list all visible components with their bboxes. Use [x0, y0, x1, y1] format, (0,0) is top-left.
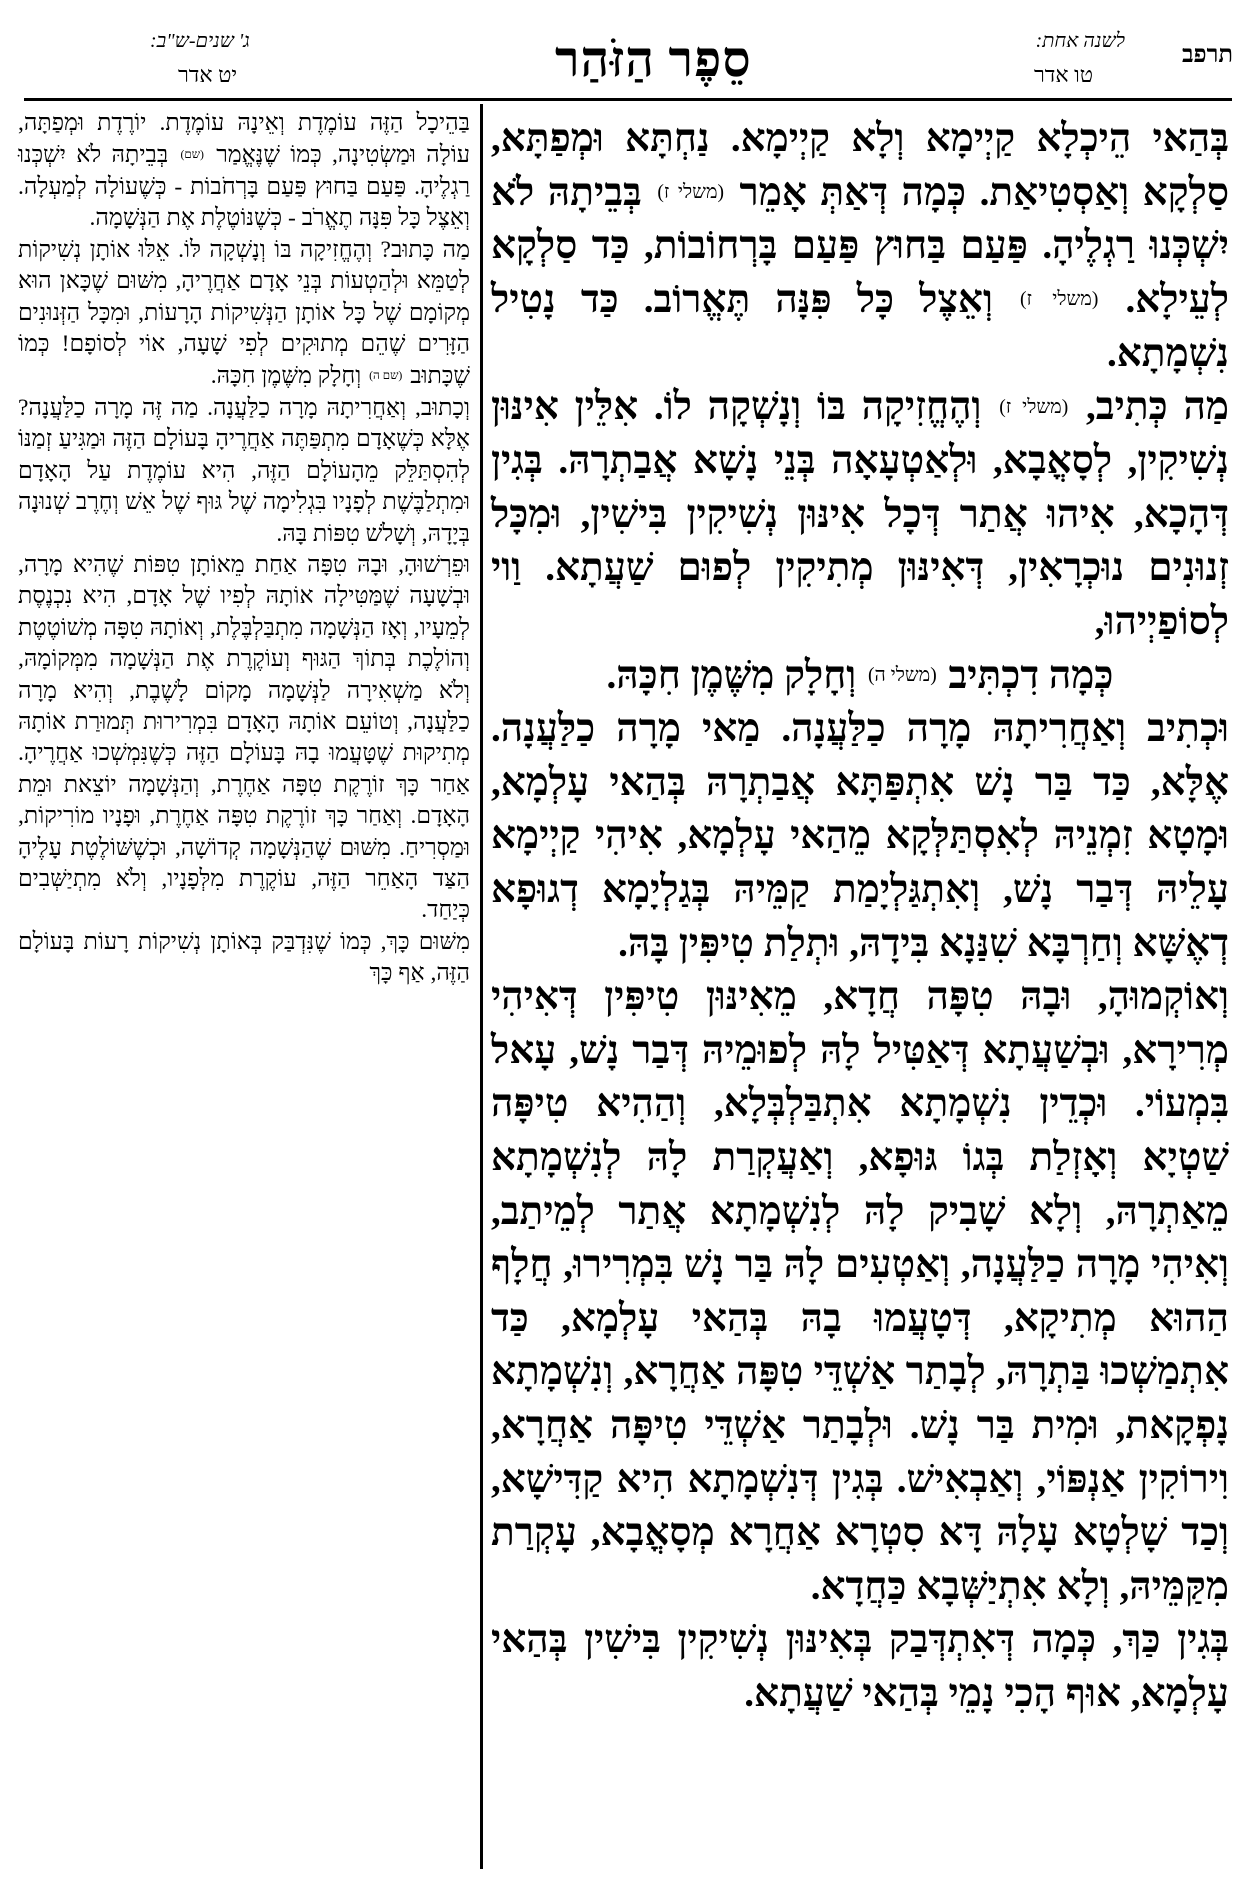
aramaic-text: בְּגִין כַּךְ, כְּמָה דְּאִתְדְּבַק בְּאִינּוּן נְשִׁיקִין בִּישִׁין בְּהַאי עָלְמָא, אוּף הָכִי נָמֵי בְּהַאי שַׁעֲתָא. — [491, 1618, 1229, 1715]
verse-ref: (משלי ז) — [999, 396, 1069, 418]
aramaic-paragraph — [491, 702, 1229, 970]
translation-column — [18, 108, 470, 990]
aramaic-text: וְאוֹקְמוּהָ, וּבָהּ טִפָּה חֲדָא, מֵאִינּוּן טִיפִּין דְּאִיהִי מְרִירָא, וּבְשַׁעֲתָא דְּאַטִּיל לָהּ לְפוּמֵיהּ דְּבַר נָשׁ, עָאל בִּמְעוֹי. וּכְדֵין נִשְׁמָתָא אִתְבַּלְבְּלָא, וְהַהִיא טִיפָּה שַׁטְיָא וְאָזְלַת בְּגוֹ גּוּפָא, וְאַעֲקְרַת לָהּ לְנִשְׁמָתָא מֵאַתְרָהּ, וְלָא שָׁבִיק לָהּ לְנִשְׁמָתָא אֲתַר לְמֵיתַב, וְאִיהִי מָרָה כַלַּעֲנָה, וְאַטְעִים לָהּ בַּר נָשׁ בִּמְרִירוּ, חֲלָף הַהוּא מְתִיקָא, דְּטָעֲמוּ בָהּ בְּהַאי עָלְמָא, כַּד אִתְמַשְׁכוּ בַּתְרָהּ, לְבָתַר אַשְׁדֵּי טִפָּה אַחֲרָא, וְנִשְׁמָתָא נָפְקָאת, וּמִית בַּר נָשׁ. וּלְבָתַר אַשְׁדֵּי טִיפָּה אַחֲרָא, וִירוֹקִין אַנְפּוֹי, וְאַבְאִישׁ. בְּגִין דְּנִשְׁמָתָא הִיא קַדִּישָׁא, וְכַד שָׁלְטָא עָלָהּ דָּא סִטְרָא אַחֲרָא מְסָאֳבָא, עָקְרַת מִקַּמֵּיהּ, וְלָא אִתְיַשְּׁבָא כַּחֲדָא. — [491, 975, 1229, 1608]
book-title: סֵפֶר הַזֹּהַר — [555, 31, 752, 87]
aramaic-paragraph — [491, 1613, 1229, 1720]
aramaic-text: וְחָלָק מִשֶּׁמֶן חִכָּהּ. — [606, 653, 857, 697]
translation-paragraph — [18, 108, 470, 235]
aramaic-text: בְּהַאי הֵיכְלָא קַיְימָא וְלָא קַיְימָא. נַחְתָּא וּמְפַתָּא, סַלְקָא וְאַסְטִיאַת. כְּמָה דְּאַתְּ אָמֵר — [491, 117, 1230, 214]
translation-paragraph — [18, 393, 470, 550]
aramaic-paragraph — [491, 649, 1229, 703]
verse-ref: (שם ה) — [369, 369, 403, 383]
translation-paragraph — [18, 927, 470, 990]
aramaic-text: כְּמָה דִכְתִּיב — [948, 653, 1114, 697]
translation-text: בַּהֵיכָל הַזֶּה עוֹמֶדֶת וְאֵינָהּ עוֹמֶדֶת. יוֹרֶדֶת וּמְפַתָּה, עוֹלָה וּמַשְׂטִינָה, כְּמוֹ שֶׁנֶּאֱמַר — [18, 110, 471, 169]
aramaic-column — [491, 112, 1229, 1721]
study-label: לשנה אחת: — [1035, 30, 1125, 52]
verse-ref: (שם) — [180, 148, 204, 162]
aramaic-text: וְהֶחֱזִיקָה בּוֹ וְנָשְׁקָה לוֹ. אִלֵּין אִינּוּן נְשִׁיקִין, לְסָאֳבָא, וּלְאַטְעָאָה בְּנֵי נָשָׁא אֲבַתְרָהּ. בְּגִין דְּהָכָא, אִיהוּ אֲתַר דְּכָל אִינּוּן נְשִׁיקִין בִּישִׁין, וּמִכָּל זְנוּנִים נוּכְרָאִין, דְּאִינּוּן מְתִיקִין לְפוּם שַׁעֲתָא. וַוי לְסוֹפַיְיהוּ, — [491, 385, 1229, 643]
aramaic-text: מַה כְּתִיב, — [1086, 385, 1230, 429]
aramaic-text: בְּבֵיתָהּ לֹא יִשְׁכְּנוּ רַגְלֶיהָ. פַּעַם בַּחוּץ פַּעַם בָּרְחוֹבוֹת, כַּד סַלְקָא לְעֵילָא. — [491, 170, 1230, 321]
column-divider — [480, 104, 483, 1869]
aramaic-text: וְאֵצֶל כָּל פִּנָּה תֶּאֱרוֹב. כַּד נָטִיל נִשְׁמָתָא. — [491, 277, 1229, 375]
aramaic-text: וּכְתִיב וְאַחֲרִיתָהּ מָרָה כַלַּעֲנָה. מַאי מָרָה כַלַּעֲנָה. אֶלָּא, כַּד בַּר נָשׁ אִתְפַּתָּא אֲבַתְרָהּ בְּהַאי עָלְמָא, וּמָטָא זִמְנֵיהּ לְאִסְתַּלְּקָא מֵהַאי עָלְמָא, אִיהִי קַיְימָא עָלֵיהּ דְּבַר נָשׁ, וְאִתְגַּלְיָמַת קַמֵּיהּ בְּגַלְיָמָא דְגוּפָא דְאֶשָּׁא וְחַרְבָּא שִׁנַּנָא בִּידָהּ, וּתְלַת טִיפִּין בָּהּ. — [491, 707, 1229, 965]
translation-paragraph — [18, 550, 470, 927]
date-right: טו אדר — [1033, 62, 1093, 87]
translation-text: וְחָלָק מִשֶּׁמֶן חִכָּהּ. — [210, 363, 362, 390]
page-number: תרפב — [1181, 42, 1233, 68]
verse-ref: (משלי ז) — [1020, 289, 1099, 311]
verse-ref: (משלי ה) — [868, 664, 937, 686]
aramaic-paragraph — [491, 970, 1229, 1613]
translation-paragraph — [18, 235, 470, 393]
translation-text: מַה כָּתוּב? וְהֶחֱזִיקָה בּוֹ וְנָשְׁקָה לּוֹ. אֵלּוּ אוֹתָן נְשִׁיקוֹת לְטַמֵּא וּלְהַטְעוֹת בְּנֵי אָדָם אַחֲרֶיהָ, מִשּׁוּם שֶׁכָּאן הוּא מְקוֹמָם שֶׁל כָּל אוֹתָן הַנְּשִׁיקוֹת הָרָעוֹת, וּמִכָּל הַזְּנוּנִים הַזָּרִים שֶׁהֵם מְתוּקִים לְפִי שָׁעָה, אוֹי לְסוֹפָם! כְּמוֹ שֶׁכָּתוּב — [18, 236, 470, 390]
header-rule — [24, 98, 1232, 101]
aramaic-paragraph — [491, 380, 1229, 648]
date-left: יט אדר — [178, 62, 238, 87]
translation-text: מִשּׁוּם כָּךְ, כְּמוֹ שֶׁנִּדְבַּק בְּאוֹתָן נְשִׁיקוֹת רָעוֹת בָּעוֹלָם הַזֶּה, אַף כָּךְ — [18, 928, 470, 987]
translation-text: בְּבֵיתָהּ לֹא יִשְׁכְּנוּ רַגְלֶיהָ. פַּעַם בַּחוּץ פַּעַם בָּרְחֹבוֹת - כְּשֶׁעוֹלָה לְמַעְלָה. וְאֵצֶל כָּל פִּנָּה תֶאֱרֹב - כְּשֶׁנּוֹטֶלֶת אֶת הַנְּשָׁמָה. — [18, 142, 470, 232]
translation-text: וּפֵרְשׁוּהָ, וּבָהּ טִפָּה אַחַת מֵאוֹתָן טִפּוֹת שֶׁהִיא מָרָה, וּבְשָׁעָה שֶׁמַּטִּילָה אוֹתָהּ לְפִיו שֶׁל אָדָם, הִיא נִכְנֶסֶת לְמֵעָיו, וְאָז הַנְּשָׁמָה מִתְבַּלְבֶּלֶת, וְאוֹתָהּ טִפָּה מְשׁוֹטֶטֶת וְהוֹלֶכֶת בְּתוֹךְ הַגּוּף וְעוֹקֶרֶת אֶת הַנְּשָׁמָה מִמְּקוֹמָהּ, וְלֹא מַשְׁאִירָה לַנְּשָׁמָה מָקוֹם לָשֶׁבֶת, וְהִיא מָרָה כַלַּעֲנָה, וְטוֹעֵם אוֹתָהּ הָאָדָם בִּמְרִירוּת תְּמוּרַת אוֹתָהּ מְתִיקוּת שֶׁטָּעֲמוּ בָהּ בָּעוֹלָם הַזֶּה כְּשֶׁנִּמְשְׁכוּ אַחֲרֶיהָ. אַחַר כָּךְ זוֹרֶקֶת טִפָּה אַחֶרֶת, וְהַנְּשָׁמָה יוֹצֵאת וּמֵת הָאָדָם. וְאַחַר כָּךְ זוֹרֶקֶת טִפָּה אַחֶרֶת, וּפָנָיו מוֹרִיקוֹת, וּמַסְרִיחַ. מִשּׁוּם שֶׁהַנְּשָׁמָה קְדוֹשָׁה, וּכְשֶׁשּׁוֹלֶטֶת עָלֶיהָ הַצַּד הָאַחֵר הַזֶּה, עוֹקֶרֶת מִלְּפָנָיו, וְלֹא מִתְיַשְּׁבִים כְּיַחַד. — [18, 551, 470, 924]
verse-ref: (משלי ז) — [657, 181, 725, 203]
translation-text: וְכָתוּב, וְאַחֲרִיתָהּ מָרָה כַלַּעֲנָה. מַה זֶּה מָרָה כַלַּעֲנָה? אֶלָּא כְּשֶׁאָדָם מִתְפַּתֶּה אַחֲרֶיהָ בָּעוֹלָם הַזֶּה וּמַגִּיעַ זְמַנּוֹ לְהִסְתַּלֵּק מֵהָעוֹלָם הַזֶּה, הִיא עוֹמֶדֶת עַל הָאָדָם וּמִתְלַבֶּשֶׁת לְפָנָיו בִּגְלִימָה שֶׁל גּוּף שֶׁל אֵשׁ וְחֶרֶב שְׁנוּנָה בְּיָדָהּ, וְשָׁלֹשׁ טִפּוֹת בָּהּ. — [18, 394, 470, 547]
program-label: ג' שנים-ש"ב: — [150, 30, 250, 52]
aramaic-paragraph — [491, 112, 1229, 380]
page-header — [0, 0, 1253, 110]
